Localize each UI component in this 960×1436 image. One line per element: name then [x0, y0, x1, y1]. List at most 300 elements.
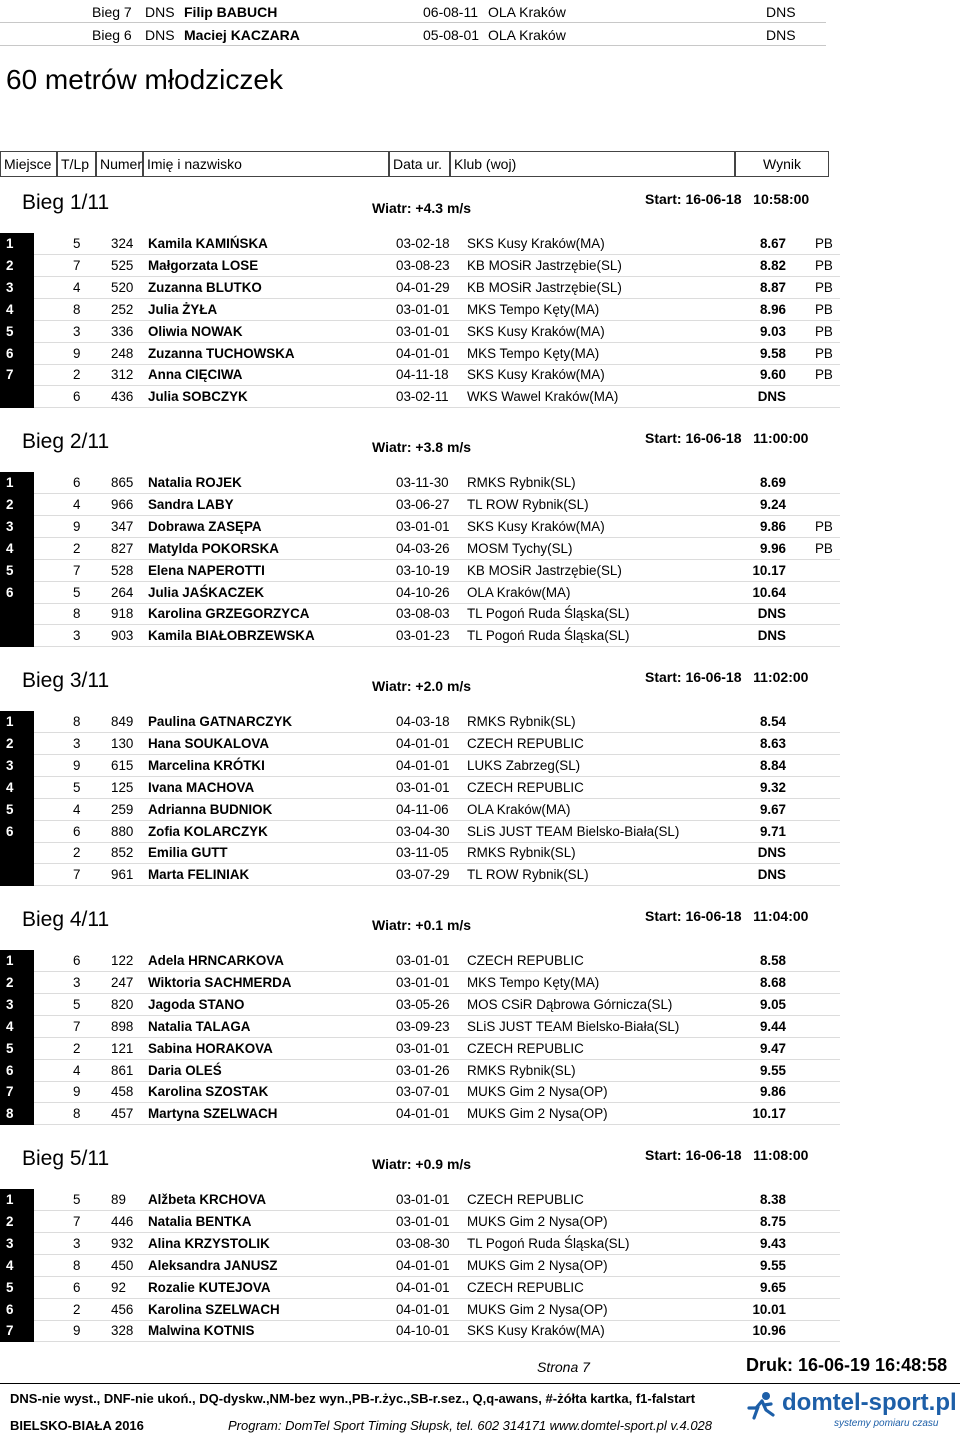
result-time: 10.17 — [752, 563, 786, 578]
result-time: 8.96 — [759, 302, 786, 317]
athlete-name: Wiktoria SACHMERDA — [148, 975, 292, 990]
place-cell: 4 — [0, 299, 34, 321]
athlete-name: Oliwia NOWAK — [148, 324, 243, 339]
runner-icon — [744, 1391, 778, 1421]
result-time: 9.24 — [759, 497, 786, 512]
bib-cell: 827 — [111, 541, 134, 556]
place-cell: 1 — [0, 950, 34, 972]
bib-cell: 312 — [111, 367, 134, 382]
lane-cell: 5 — [73, 780, 81, 795]
result-row — [0, 364, 840, 386]
athlete-name: Karolina GRZEGORZYCA — [148, 606, 310, 621]
club-name: KB MOSiR Jastrzębie(SL) — [467, 280, 622, 295]
bib-cell: 961 — [111, 867, 134, 882]
athlete-name: Zofia KOLARCZYK — [148, 824, 268, 839]
athlete-name: Alžbeta KRCHOVA — [148, 1192, 267, 1207]
club-name: RMKS Rybnik(SL) — [467, 1063, 576, 1078]
bib-cell: 247 — [111, 975, 134, 990]
lane-cell: 2 — [73, 541, 81, 556]
bib-cell: 528 — [111, 563, 134, 578]
place-cell: 2 — [0, 255, 34, 277]
birth-date: 03-01-23 — [396, 628, 450, 643]
heat-start-time: Start: 16-06-18 11:08:00 — [645, 1147, 809, 1163]
result-row — [0, 1211, 840, 1233]
birth-date: 04-03-26 — [396, 541, 450, 556]
place-cell: 3 — [0, 1233, 34, 1255]
result-row — [0, 386, 840, 408]
result-row — [0, 1189, 840, 1211]
lane-cell: 9 — [73, 1084, 81, 1099]
heat-wind: Wiatr: +0.9 m/s — [372, 1156, 472, 1172]
heat-wind: Wiatr: +4.3 m/s — [372, 200, 472, 216]
result-row — [0, 755, 840, 777]
bib-cell: 865 — [111, 475, 134, 490]
place-cell: 6 — [0, 582, 34, 604]
place-cell: 6 — [0, 821, 34, 843]
heat-title: Bieg 4/11 — [22, 908, 110, 931]
birth-date: 04-01-01 — [396, 346, 450, 361]
birth-date: 03-01-01 — [396, 302, 450, 317]
club-name: SKS Kusy Kraków(MA) — [467, 236, 605, 251]
birth-date: 04-01-01 — [396, 758, 450, 773]
result-row — [0, 777, 840, 799]
result-row — [0, 1233, 840, 1255]
athlete-name: Natalia ROJEK — [148, 475, 242, 490]
bib-cell: 248 — [111, 346, 134, 361]
club-name: RMKS Rybnik(SL) — [467, 475, 576, 490]
result-time: 8.54 — [759, 714, 786, 729]
result-row — [0, 1038, 840, 1060]
heat-start-time: Start: 16-06-18 10:58:00 — [645, 191, 810, 207]
club-name: TL ROW Rybnik(SL) — [467, 867, 589, 882]
carryover-name: Maciej KACZARA — [184, 27, 300, 43]
result-row — [0, 321, 840, 343]
result-time: 9.55 — [759, 1258, 786, 1273]
result-row — [0, 625, 840, 647]
lane-cell: 8 — [73, 1258, 81, 1273]
result-time: 9.44 — [759, 1019, 786, 1034]
birth-date: 03-04-30 — [396, 824, 450, 839]
athlete-name: Natalia BENTKA — [148, 1214, 252, 1229]
place-cell: 3 — [0, 755, 34, 777]
athlete-name: Martyna SZELWACH — [148, 1106, 278, 1121]
birth-date: 03-01-01 — [396, 1041, 450, 1056]
result-time: 8.87 — [759, 280, 786, 295]
result-row — [0, 799, 840, 821]
heat-title: Bieg 2/11 — [22, 430, 110, 453]
athlete-name: Jagoda STANO — [148, 997, 245, 1012]
result-row — [0, 582, 840, 604]
bib-cell: 457 — [111, 1106, 134, 1121]
place-cell — [0, 625, 34, 647]
club-name: MOSM Tychy(SL) — [467, 541, 573, 556]
bib-cell: 92 — [111, 1280, 126, 1295]
lane-cell: 7 — [73, 1214, 81, 1229]
result-row — [0, 1060, 840, 1082]
place-cell: 5 — [0, 1277, 34, 1299]
lane-cell: 2 — [73, 1041, 81, 1056]
bib-cell: 456 — [111, 1302, 134, 1317]
club-name: SLiS JUST TEAM Bielsko-Biała(SL) — [467, 824, 680, 839]
column-header-lane: T/Lp — [57, 151, 96, 177]
birth-date: 03-07-01 — [396, 1084, 450, 1099]
athlete-name: Małgorzata LOSE — [148, 258, 259, 273]
lane-cell: 8 — [73, 302, 81, 317]
legend-text: DNS-nie wyst., DNF-nie ukoń., DQ-dyskw.,NM-bez wyn.,PB-r.życ.,SB-r.sez., Q,q-awans, #-żółta kartka, f1-falstart — [10, 1391, 696, 1406]
birth-date: 03-02-11 — [396, 389, 449, 404]
result-row — [0, 1277, 840, 1299]
athlete-name: Kamila KAMIŃSKA — [148, 236, 268, 251]
lane-cell: 2 — [73, 845, 81, 860]
place-cell: 8 — [0, 1103, 34, 1125]
athlete-name: Marcelina KRÓTKI — [148, 758, 265, 773]
birth-date: 03-01-01 — [396, 519, 450, 534]
bib-cell: 861 — [111, 1063, 134, 1078]
lane-cell: 5 — [73, 236, 81, 251]
birth-date: 03-10-19 — [396, 563, 450, 578]
birth-date: 03-08-30 — [396, 1236, 450, 1251]
event-title: 60 metrów młodziczek — [6, 64, 283, 95]
club-name: MUKS Gim 2 Nysa(OP) — [467, 1302, 608, 1317]
bib-cell: 121 — [111, 1041, 134, 1056]
result-time: 10.96 — [752, 1323, 786, 1338]
lane-cell: 6 — [73, 824, 81, 839]
bib-cell: 903 — [111, 628, 134, 643]
lane-cell: 8 — [73, 1106, 81, 1121]
bib-cell: 880 — [111, 824, 134, 839]
result-row — [0, 233, 840, 255]
club-name: MKS Tempo Kęty(MA) — [467, 302, 600, 317]
athlete-name: Malwina KOTNIS — [148, 1323, 255, 1338]
athlete-name: Zuzanna BLUTKO — [148, 280, 262, 295]
lane-cell: 6 — [73, 475, 81, 490]
birth-date: 03-01-26 — [396, 1063, 450, 1078]
record-note: PB — [815, 236, 833, 251]
athlete-name: Alina KRZYSTOLIK — [148, 1236, 270, 1251]
birth-date: 04-01-01 — [396, 1258, 450, 1273]
result-row — [0, 255, 840, 277]
place-cell: 7 — [0, 364, 34, 386]
bib-cell: 458 — [111, 1084, 134, 1099]
result-row — [0, 972, 840, 994]
column-header-club: Klub (woj) — [450, 151, 735, 177]
place-cell: 7 — [0, 1081, 34, 1103]
club-name: OLA Kraków(MA) — [467, 802, 571, 817]
result-time: DNS — [757, 628, 786, 643]
bib-cell: 252 — [111, 302, 134, 317]
athlete-name: Daria OLEŚ — [148, 1063, 222, 1078]
place-cell: 4 — [0, 538, 34, 560]
result-time: 8.58 — [759, 953, 786, 968]
lane-cell: 9 — [73, 519, 81, 534]
place-cell: 5 — [0, 321, 34, 343]
place-cell — [0, 603, 34, 625]
bib-cell: 347 — [111, 519, 134, 534]
place-cell: 2 — [0, 733, 34, 755]
athlete-name: Elena NAPEROTTI — [148, 563, 265, 578]
birth-date: 03-01-01 — [396, 780, 450, 795]
bib-cell: 520 — [111, 280, 134, 295]
place-cell: 1 — [0, 233, 34, 255]
result-time: 8.75 — [759, 1214, 786, 1229]
carryover-result: DNS — [766, 4, 796, 20]
bib-cell: 525 — [111, 258, 134, 273]
carryover-row — [0, 1, 826, 23]
result-time: 9.96 — [759, 541, 786, 556]
result-row — [0, 538, 840, 560]
result-time: 8.68 — [759, 975, 786, 990]
carryover-heat: Bieg 7 — [92, 4, 132, 20]
record-note: PB — [815, 367, 833, 382]
club-name: TL Pogoń Ruda Śląska(SL) — [467, 606, 630, 621]
athlete-name: Karolina SZOSTAK — [148, 1084, 269, 1099]
result-row — [0, 821, 840, 843]
athlete-name: Julia SOBCZYK — [148, 389, 248, 404]
result-time: 9.03 — [759, 324, 786, 339]
result-row — [0, 494, 840, 516]
lane-cell: 7 — [73, 258, 81, 273]
place-cell — [0, 842, 34, 864]
club-name: MUKS Gim 2 Nysa(OP) — [467, 1084, 608, 1099]
result-time: 8.63 — [759, 736, 786, 751]
birth-date: 04-01-29 — [396, 280, 450, 295]
record-note: PB — [815, 324, 833, 339]
carryover-status: DNS — [145, 27, 175, 43]
club-name: MKS Tempo Kęty(MA) — [467, 346, 600, 361]
result-time: DNS — [757, 845, 786, 860]
place-cell: 4 — [0, 1255, 34, 1277]
club-name: KB MOSiR Jastrzębie(SL) — [467, 258, 622, 273]
place-cell: 2 — [0, 494, 34, 516]
result-row — [0, 560, 840, 582]
heat-start-time: Start: 16-06-18 11:02:00 — [645, 669, 809, 685]
record-note: PB — [815, 346, 833, 361]
place-cell — [0, 864, 34, 886]
place-cell: 5 — [0, 1038, 34, 1060]
place-cell: 6 — [0, 1299, 34, 1321]
bib-cell: 328 — [111, 1323, 134, 1338]
athlete-name: Dobrawa ZASĘPA — [148, 519, 262, 534]
club-name: KB MOSiR Jastrzębie(SL) — [467, 563, 622, 578]
birth-date: 04-01-01 — [396, 1106, 450, 1121]
carryover-name: Filip BABUCH — [184, 4, 278, 20]
heat-title: Bieg 5/11 — [22, 1147, 110, 1170]
athlete-name: Julia ŻYŁA — [148, 302, 218, 317]
lane-cell: 7 — [73, 1019, 81, 1034]
lane-cell: 3 — [73, 1236, 81, 1251]
birth-date: 03-05-26 — [396, 997, 450, 1012]
result-time: 9.32 — [759, 780, 786, 795]
result-row — [0, 299, 840, 321]
location-label: BIELSKO-BIAŁA 2016 — [10, 1418, 144, 1433]
birth-date: 03-07-29 — [396, 867, 450, 882]
birth-date: 04-11-06 — [396, 802, 449, 817]
birth-date: 03-11-05 — [396, 845, 449, 860]
record-note: PB — [815, 541, 833, 556]
result-row — [0, 733, 840, 755]
athlete-name: Marta FELINIAK — [148, 867, 250, 882]
print-timestamp: Druk: 16-06-19 16:48:58 — [746, 1355, 948, 1375]
birth-date: 03-01-01 — [396, 975, 450, 990]
club-name: SKS Kusy Kraków(MA) — [467, 324, 605, 339]
place-cell: 5 — [0, 799, 34, 821]
place-cell: 5 — [0, 560, 34, 582]
athlete-name: Sandra LABY — [148, 497, 234, 512]
result-row — [0, 842, 840, 864]
result-time: 8.82 — [759, 258, 786, 273]
bib-cell: 264 — [111, 585, 134, 600]
birth-date: 03-01-01 — [396, 1192, 450, 1207]
birth-date: 03-01-01 — [396, 953, 450, 968]
lane-cell: 7 — [73, 867, 81, 882]
result-time: 9.71 — [759, 824, 786, 839]
club-name: MKS Tempo Kęty(MA) — [467, 975, 600, 990]
club-name: SKS Kusy Kraków(MA) — [467, 519, 605, 534]
domtel-logo — [742, 1387, 957, 1433]
heat-title: Bieg 3/11 — [22, 669, 110, 692]
logo-text: domtel-sport.pl — [782, 1389, 957, 1416]
lane-cell: 3 — [73, 628, 81, 643]
place-cell: 4 — [0, 777, 34, 799]
athlete-name: Rozalie KUTEJOVA — [148, 1280, 271, 1295]
athlete-name: Emilia GUTT — [148, 845, 228, 860]
club-name: TL ROW Rybnik(SL) — [467, 497, 589, 512]
birth-date: 04-10-26 — [396, 585, 450, 600]
carryover-dob: 06-08-11 — [423, 4, 479, 20]
athlete-name: Ivana MACHOVA — [148, 780, 255, 795]
club-name: LUKS Zabrzeg(SL) — [467, 758, 581, 773]
bib-cell: 966 — [111, 497, 134, 512]
bib-cell: 324 — [111, 236, 134, 251]
birth-date: 04-01-01 — [396, 1280, 450, 1295]
result-row — [0, 1255, 840, 1277]
result-time: 10.01 — [752, 1302, 786, 1317]
athlete-name: Paulina GATNARCZYK — [148, 714, 293, 729]
club-name: RMKS Rybnik(SL) — [467, 714, 576, 729]
birth-date: 03-09-23 — [396, 1019, 450, 1034]
result-row — [0, 516, 840, 538]
result-time: 8.69 — [759, 475, 786, 490]
lane-cell: 9 — [73, 346, 81, 361]
club-name: MOS CSiR Dąbrowa Górnicza(SL) — [467, 997, 673, 1012]
athlete-name: Sabina HORAKOVA — [148, 1041, 273, 1056]
lane-cell: 3 — [73, 736, 81, 751]
athlete-name: Adrianna BUDNIOK — [148, 802, 273, 817]
result-row — [0, 1320, 840, 1342]
club-name: SKS Kusy Kraków(MA) — [467, 1323, 605, 1338]
carryover-heat: Bieg 6 — [92, 27, 132, 43]
result-row — [0, 603, 840, 625]
club-name: TL Pogoń Ruda Śląska(SL) — [467, 1236, 630, 1251]
record-note: PB — [815, 302, 833, 317]
club-name: CZECH REPUBLIC — [467, 1192, 584, 1207]
column-header-result: Wynik — [735, 151, 829, 177]
result-time: 9.47 — [759, 1041, 786, 1056]
column-header-bib: Numer — [96, 151, 143, 177]
column-header-dob: Data ur. — [389, 151, 450, 177]
result-time: 10.17 — [752, 1106, 786, 1121]
result-time: DNS — [757, 389, 786, 404]
birth-date: 03-06-27 — [396, 497, 450, 512]
athlete-name: Zuzanna TUCHOWSKA — [148, 346, 295, 361]
place-cell — [0, 386, 34, 408]
athlete-name: Hana SOUKALOVA — [148, 736, 270, 751]
lane-cell: 6 — [73, 1280, 81, 1295]
place-cell: 3 — [0, 277, 34, 299]
club-name: SKS Kusy Kraków(MA) — [467, 367, 605, 382]
result-time: DNS — [757, 606, 786, 621]
carryover-club: OLA Kraków — [488, 4, 566, 20]
club-name: WKS Wawel Kraków(MA) — [467, 389, 619, 404]
place-cell: 1 — [0, 472, 34, 494]
place-cell: 1 — [0, 711, 34, 733]
result-row — [0, 950, 840, 972]
result-time: 8.38 — [759, 1192, 786, 1207]
lane-cell: 4 — [73, 802, 81, 817]
bib-cell: 820 — [111, 997, 134, 1012]
lane-cell: 4 — [73, 280, 81, 295]
logo-tagline: systemy pomiaru czasu — [834, 1418, 939, 1429]
lane-cell: 2 — [73, 1302, 81, 1317]
place-cell: 6 — [0, 1060, 34, 1082]
record-note: PB — [815, 519, 833, 534]
place-cell: 4 — [0, 1016, 34, 1038]
place-cell: 3 — [0, 994, 34, 1016]
result-row — [0, 1016, 840, 1038]
athlete-name: Julia JAŚKACZEK — [148, 585, 265, 600]
result-time: 9.58 — [759, 346, 786, 361]
club-name: OLA Kraków(MA) — [467, 585, 571, 600]
result-time: DNS — [757, 867, 786, 882]
lane-cell: 4 — [73, 497, 81, 512]
athlete-name: Natalia TALAGA — [148, 1019, 251, 1034]
club-name: CZECH REPUBLIC — [467, 1280, 584, 1295]
bib-cell: 852 — [111, 845, 134, 860]
result-row — [0, 1299, 840, 1321]
club-name: MUKS Gim 2 Nysa(OP) — [467, 1214, 608, 1229]
record-note: PB — [815, 280, 833, 295]
club-name: CZECH REPUBLIC — [467, 1041, 584, 1056]
carryover-row — [0, 24, 826, 46]
result-row — [0, 1103, 840, 1125]
bib-cell: 918 — [111, 606, 134, 621]
bib-cell: 932 — [111, 1236, 134, 1251]
birth-date: 03-01-01 — [396, 1214, 450, 1229]
result-time: 10.64 — [752, 585, 786, 600]
result-time: 9.55 — [759, 1063, 786, 1078]
heat-title: Bieg 1/11 — [22, 191, 110, 214]
bib-cell: 89 — [111, 1192, 126, 1207]
club-name: CZECH REPUBLIC — [467, 953, 584, 968]
result-time: 9.86 — [759, 1084, 786, 1099]
bib-cell: 446 — [111, 1214, 134, 1229]
result-row — [0, 1081, 840, 1103]
club-name: CZECH REPUBLIC — [467, 780, 584, 795]
result-row — [0, 994, 840, 1016]
bib-cell: 450 — [111, 1258, 134, 1273]
footer-divider — [0, 1383, 960, 1384]
club-name: SLiS JUST TEAM Bielsko-Biała(SL) — [467, 1019, 680, 1034]
lane-cell: 8 — [73, 606, 81, 621]
result-row — [0, 277, 840, 299]
carryover-result: DNS — [766, 27, 796, 43]
birth-date: 03-01-01 — [396, 324, 450, 339]
lane-cell: 7 — [73, 563, 81, 578]
lane-cell: 9 — [73, 1323, 81, 1338]
result-row — [0, 343, 840, 365]
bib-cell: 336 — [111, 324, 134, 339]
lane-cell: 2 — [73, 367, 81, 382]
